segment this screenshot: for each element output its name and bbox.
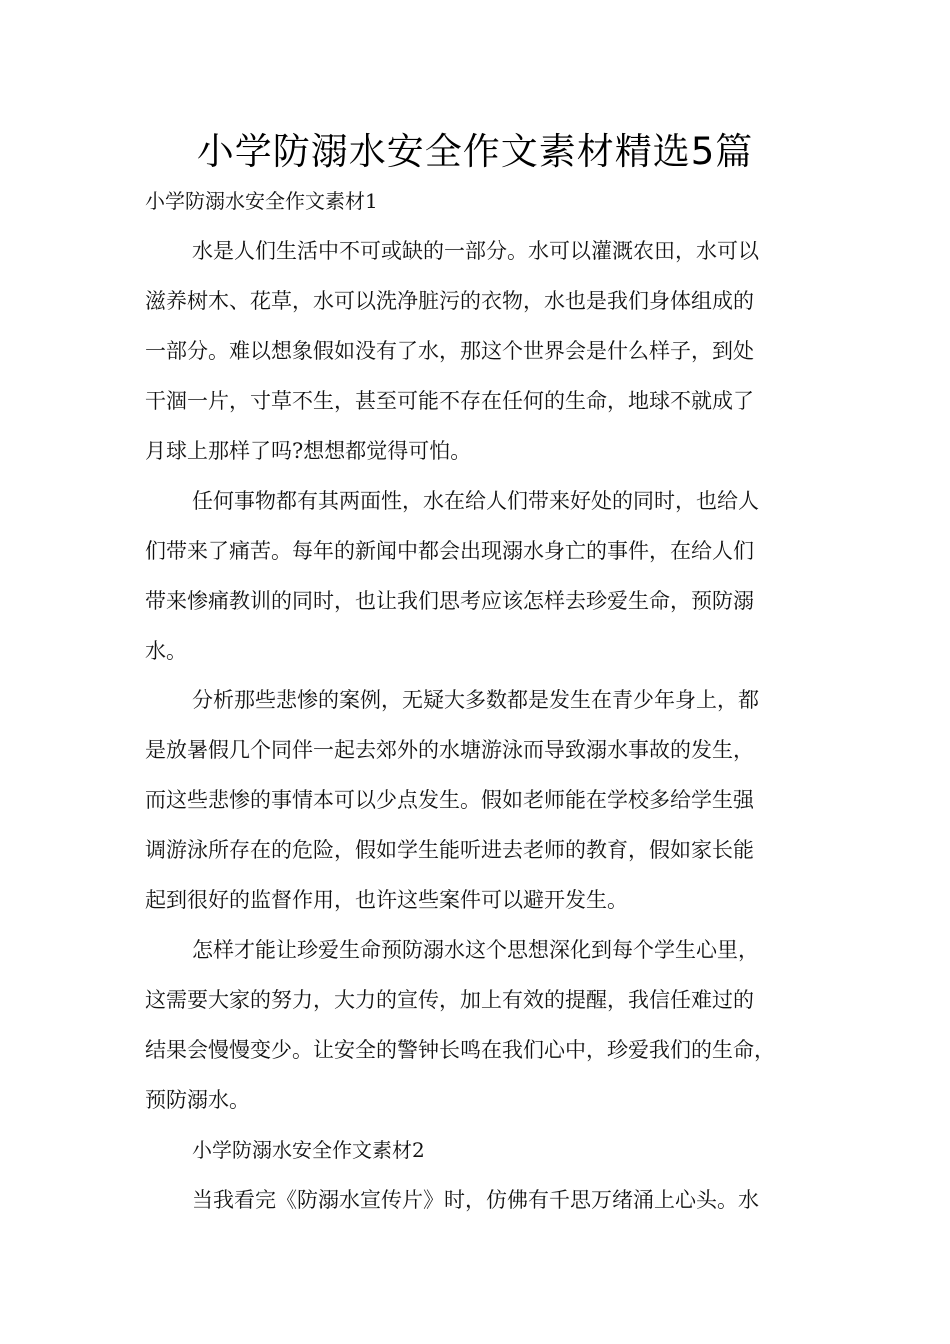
document-title: 小学防溺水安全作文素材精选5篇 [196, 130, 754, 173]
paragraph-line: 是放暑假几个同伴一起去郊外的水塘游泳而导致溺水事故的发生， [145, 738, 754, 762]
paragraph-line: 起到很好的监督作用，也许这些案件可以避开发生。 [145, 888, 628, 912]
section-heading-1: 小学防溺水安全作文素材1 [145, 189, 378, 213]
section-heading-2: 小学防溺水安全作文素材2 [192, 1138, 425, 1162]
paragraph-line: 怎样才能让珍爱生命预防溺水这个思想深化到每个学生心里， [192, 938, 759, 962]
paragraph-line: 这需要大家的努力，大力的宣传，加上有效的提醒，我信任难过的 [145, 988, 754, 1012]
paragraph-line: 分析那些悲惨的案例，无疑大多数都是发生在青少年身上，都 [192, 688, 759, 712]
paragraph-line: 月球上那样了吗?想想都觉得可怕。 [145, 439, 472, 463]
paragraph-line: 预防溺水。 [145, 1088, 250, 1112]
paragraph-line: 水是人们生活中不可或缺的一部分。水可以灌溉农田，水可以 [192, 239, 759, 263]
paragraph-line: 调游泳所存在的危险，假如学生能听进去老师的教育，假如家长能 [145, 838, 754, 862]
paragraph-line: 结果会慢慢变少。让安全的警钟长鸣在我们心中，珍爱我们的生命， [145, 1038, 775, 1062]
paragraph-line: 一部分。难以想象假如没有了水，那这个世界会是什么样子，到处 [145, 339, 754, 363]
paragraph-line: 当我看完《防溺水宣传片》时，仿佛有千思万绪涌上心头。水 [192, 1188, 759, 1212]
paragraph-line: 任何事物都有其两面性，水在给人们带来好处的同时，也给人 [192, 489, 759, 513]
paragraph-line: 干涸一片，寸草不生，甚至可能不存在任何的生命，地球不就成了 [145, 389, 754, 413]
paragraph-line: 带来惨痛教训的同时，也让我们思考应该怎样去珍爱生命，预防溺 [145, 589, 754, 613]
paragraph-line: 们带来了痛苦。每年的新闻中都会出现溺水身亡的事件，在给人们 [145, 539, 754, 563]
paragraph-line: 水。 [145, 639, 187, 663]
paragraph-line: 滋养树木、花草，水可以洗净脏污的衣物，水也是我们身体组成的 [145, 289, 754, 313]
paragraph-line: 而这些悲惨的事情本可以少点发生。假如老师能在学校多给学生强 [145, 788, 754, 812]
